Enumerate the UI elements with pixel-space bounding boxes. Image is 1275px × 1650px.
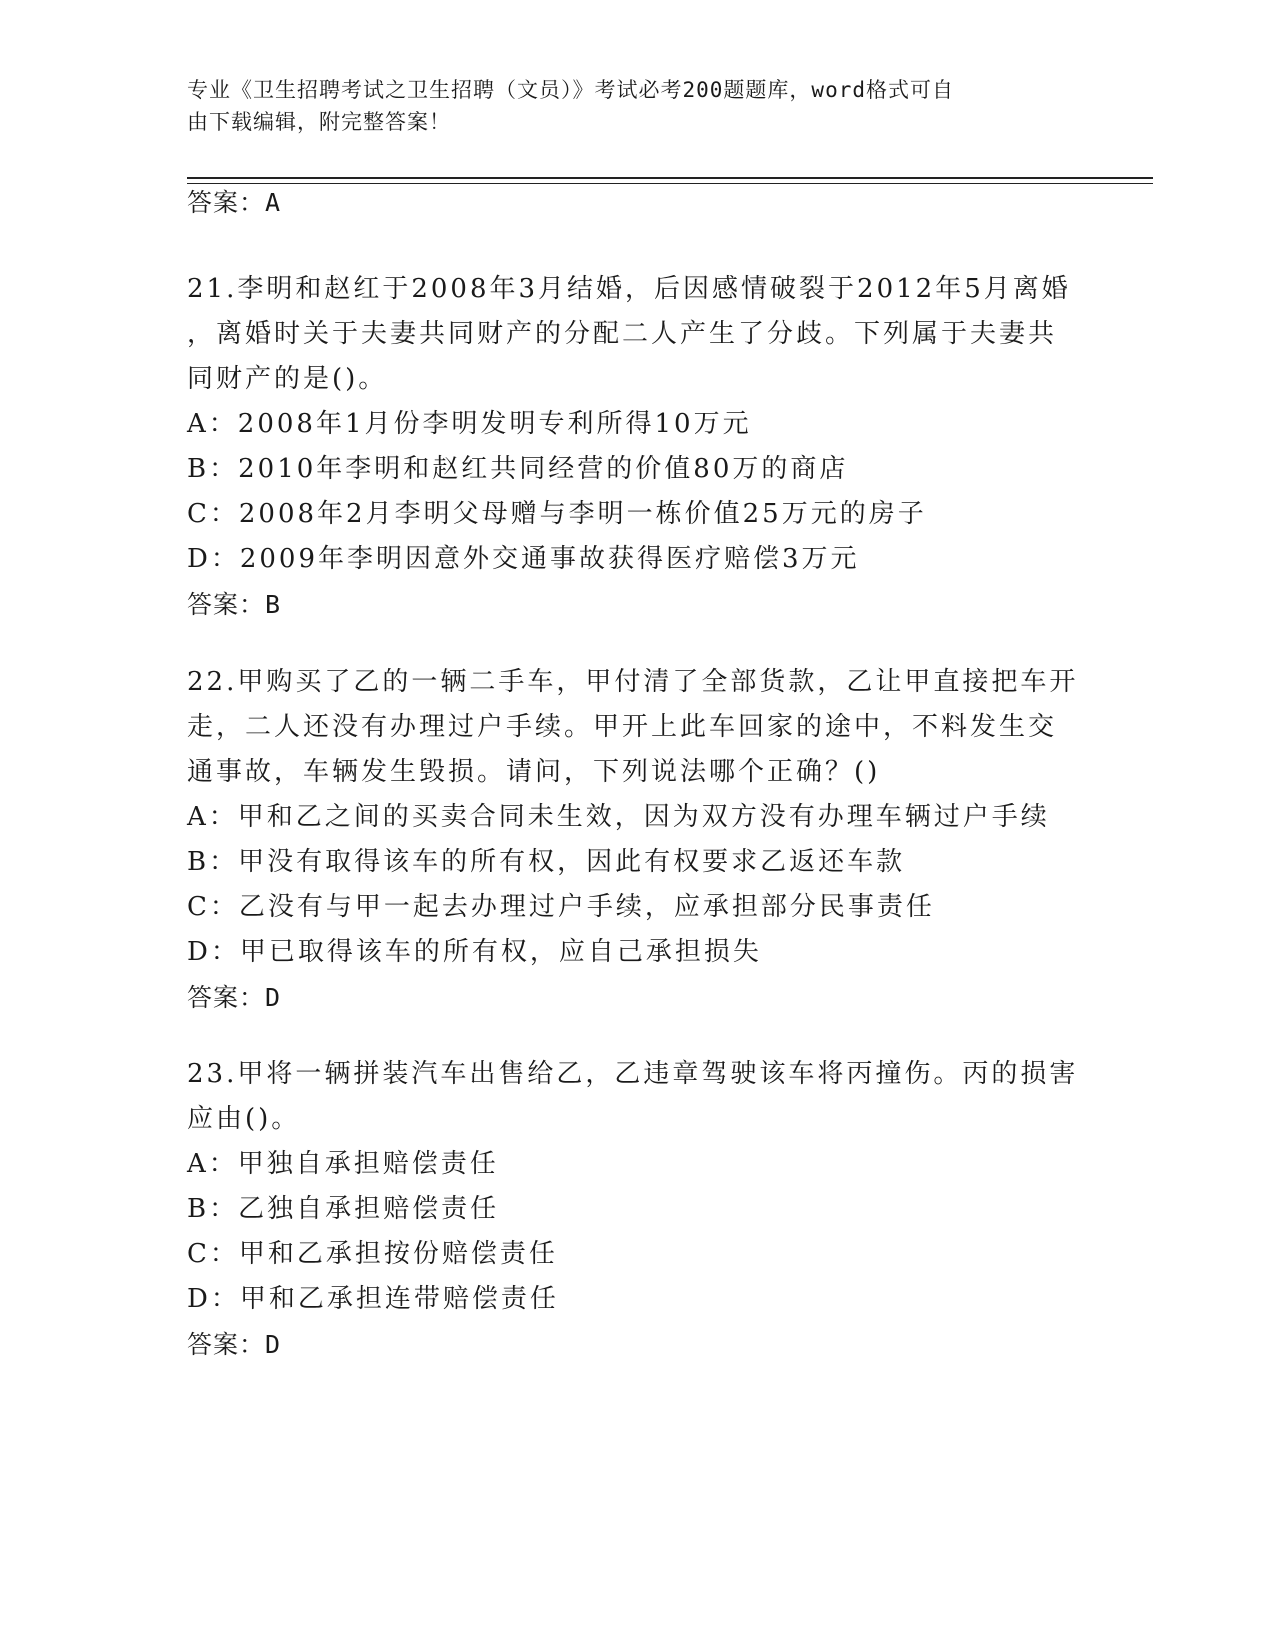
option-b: B：乙独自承担赔偿责任 [187,1194,500,1224]
question-answer: 答案：D [187,983,282,1012]
header-divider-thick [187,177,1153,179]
question-stem [187,1052,1087,1142]
question-23 [187,1052,1087,1367]
question-answer: 答案：B [187,590,282,619]
question-stem [187,267,1087,402]
header-line-2: 由下载编辑，附完整答案！ [187,110,451,134]
stem-line: 21.李明和赵红于2008年3月结婚，后因感情破裂于2012年5月离婚 [187,274,1071,304]
option-c: C：甲和乙承担按份赔偿责任 [187,1239,558,1269]
question-answer: 答案：D [187,1330,282,1359]
question-22 [187,660,1087,1020]
stem-line: ，离婚时关于夫妻共同财产的分配二人产生了分歧。下列属于夫妻共 [187,319,1058,349]
stem-line: 22.甲购买了乙的一辆二手车，甲付清了全部货款，乙让甲直接把车开 [187,667,1079,697]
header-line-1: 专业《卫生招聘考试之卫生招聘（文员）》考试必考200题题库，word格式可自 [187,78,954,102]
stem-line: 23.甲将一辆拼装汽车出售给乙，乙违章驾驶该车将丙撞伤。丙的损害 [187,1059,1079,1089]
stem-line: 通事故，车辆发生毁损。请问，下列说法哪个正确？() [187,757,881,787]
option-c: C：2008年2月李明父母赠与李明一栋价值25万元的房子 [187,499,927,529]
option-b: B：甲没有取得该车的所有权，因此有权要求乙返还车款 [187,847,906,877]
stem-line: 应由()。 [187,1104,301,1134]
option-b: B：2010年李明和赵红共同经营的价值80万的商店 [187,454,849,484]
stem-line: 走，二人还没有办理过户手续。甲开上此车回家的途中，不料发生交 [187,712,1058,742]
option-a: A：2008年1月份李明发明专利所得10万元 [187,409,752,439]
question-stem [187,660,1087,795]
header-divider-thin [187,183,1153,184]
stem-line: 同财产的是()。 [187,364,388,394]
option-a: A：甲独自承担赔偿责任 [187,1149,499,1179]
question-21 [187,267,1087,627]
option-d: D：2009年李明因意外交通事故获得医疗赔偿3万元 [187,544,860,574]
previous-answer: 答案：A [187,188,282,217]
option-c: C：乙没有与甲一起去办理过户手续，应承担部分民事责任 [187,892,935,922]
option-d: D：甲已取得该车的所有权，应自己承担损失 [187,937,762,967]
option-a: A：甲和乙之间的买卖合同未生效，因为双方没有办理车辆过户手续 [187,802,1050,832]
document-header [187,74,1087,138]
option-d: D：甲和乙承担连带赔偿责任 [187,1284,559,1314]
